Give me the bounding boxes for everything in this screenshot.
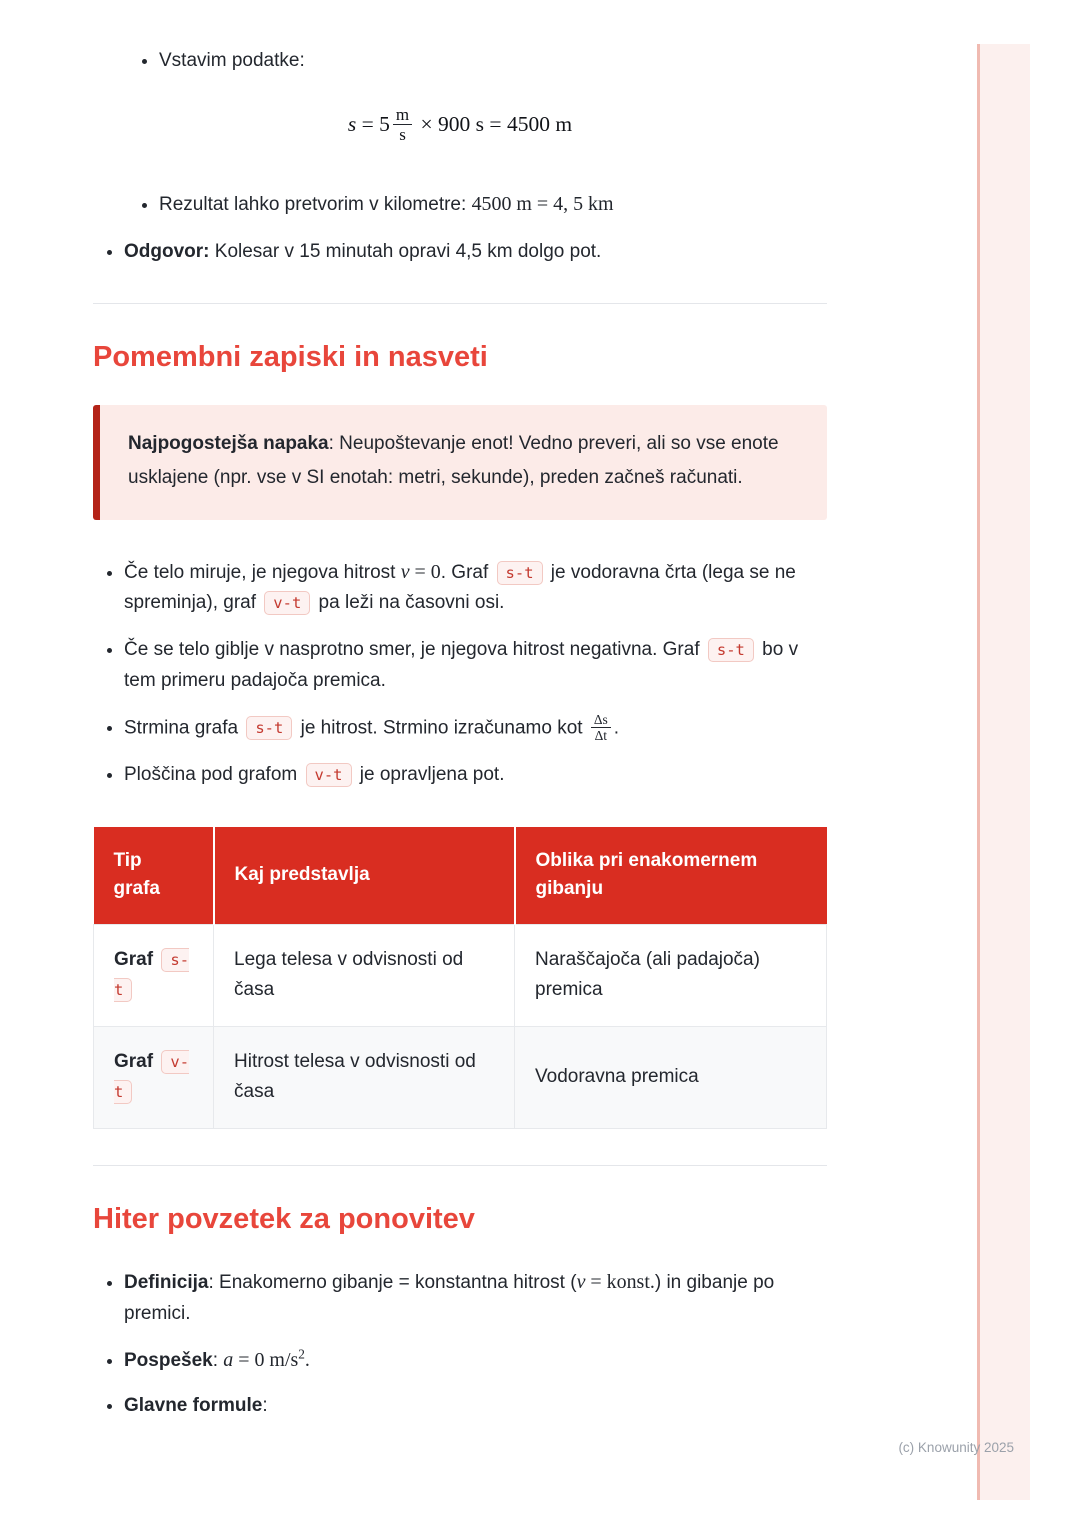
table-header bbox=[94, 827, 827, 925]
common-mistake-callout bbox=[93, 405, 827, 519]
document-content bbox=[93, 0, 827, 1435]
text-segment: bo v tem primeru padajoča premica. bbox=[124, 639, 799, 691]
text-segment: = konst. bbox=[585, 1271, 655, 1294]
text-segment: 2 bbox=[298, 1346, 305, 1362]
cell-represents: Lega telesa v odvisnosti od časa bbox=[214, 924, 515, 1026]
answer-list bbox=[93, 237, 827, 268]
example-step-list bbox=[93, 188, 827, 221]
text-segment: Če telo miruje, je njegova hitrost bbox=[124, 561, 401, 583]
text-segment: ) in gibanje po premici. bbox=[124, 1272, 775, 1325]
table-header-cell: Tip grafa bbox=[94, 827, 214, 925]
inline-code-chip: v-t bbox=[264, 591, 310, 615]
list-item bbox=[124, 556, 827, 620]
text-segment: s bbox=[347, 112, 357, 136]
fraction: $\frac{\Delta s}{\Delta t}$ bbox=[591, 712, 611, 743]
text-segment: Definicija bbox=[124, 1272, 209, 1294]
list-item bbox=[124, 713, 827, 744]
summary-heading: Hiter povzetek za ponovitev bbox=[93, 1202, 475, 1235]
text-segment: Ploščina pod grafom bbox=[124, 763, 303, 785]
example-step-list bbox=[93, 46, 827, 77]
text-segment: je hitrost. Strmino izračunamo kot bbox=[295, 717, 588, 739]
inline-code-chip: v-t bbox=[114, 1050, 189, 1104]
list-item bbox=[124, 635, 827, 697]
text-segment: . bbox=[304, 1348, 310, 1371]
list-item bbox=[124, 1344, 827, 1377]
divider bbox=[93, 303, 827, 304]
page-edge-decoration bbox=[977, 44, 1030, 1500]
text-segment: Graf bbox=[114, 1050, 159, 1072]
text-segment: Strmina grafa bbox=[124, 717, 244, 739]
cell-graph-type bbox=[94, 1026, 214, 1128]
text-segment: = 5 bbox=[356, 112, 390, 136]
text-segment: . Graf bbox=[440, 561, 494, 583]
text-segment: je opravljena pot. bbox=[354, 763, 505, 785]
table-header-cell: Kaj predstavlja bbox=[214, 827, 515, 925]
text-segment: Odgovor: bbox=[124, 240, 210, 262]
inline-code-chip: s-t bbox=[114, 948, 189, 1002]
fraction: $\frac{m}{s}$ bbox=[393, 105, 412, 144]
footer-credit: (c) Knowunity 2025 bbox=[898, 1440, 1014, 1455]
cell-shape: Naraščajoča (ali padajoča) premica bbox=[515, 924, 827, 1026]
list-item bbox=[159, 188, 827, 221]
text-segment: = 0 m/s bbox=[233, 1348, 299, 1371]
text-segment: je vodoravna črta (lega se ne spreminja), graf bbox=[124, 561, 796, 614]
divider bbox=[93, 1165, 827, 1166]
inline-code-chip: s-t bbox=[246, 716, 292, 740]
text-segment: Pospešek bbox=[124, 1349, 213, 1371]
text-segment: Če se telo giblje v nasprotno smer, je njegova hitrost negativna. Graf bbox=[124, 639, 705, 661]
text-segment: : Neupoštevanje enot! Vedno preveri, ali so vse enote usklajene (npr. vse v SI enotah: metri, sekunde), preden začneš računati. bbox=[128, 433, 779, 489]
text-segment: × 900 s = 4500 m bbox=[415, 112, 573, 136]
notes-section bbox=[93, 340, 827, 1128]
text-segment: Graf bbox=[114, 948, 159, 970]
list-item bbox=[124, 1266, 827, 1330]
notes-bullet-list bbox=[93, 556, 827, 791]
table-header-row bbox=[94, 827, 827, 925]
worked-example-section bbox=[93, 46, 827, 267]
text-segment: Kolesar v 15 minutah opravi 4,5 km dolgo pot. bbox=[209, 240, 602, 262]
text-segment: = 0 bbox=[409, 560, 441, 583]
list-item: • Vstavim podatke: bbox=[159, 46, 827, 77]
cell-represents: Hitrost telesa v odvisnosti od časa bbox=[214, 1026, 515, 1128]
cell-shape: Vodoravna premica bbox=[515, 1026, 827, 1128]
table-body bbox=[94, 924, 827, 1128]
table-row bbox=[94, 1026, 827, 1128]
table-row bbox=[94, 924, 827, 1026]
text-segment: : bbox=[262, 1394, 268, 1416]
text-segment: v bbox=[400, 560, 410, 583]
text-segment: Glavne formule bbox=[124, 1394, 263, 1416]
text-segment: . bbox=[613, 717, 620, 739]
text-segment: v bbox=[576, 1271, 586, 1294]
summary-bullet-list bbox=[93, 1266, 827, 1421]
inline-code-chip: v-t bbox=[306, 763, 352, 787]
text-segment: pa leži na časovni osi. bbox=[313, 592, 505, 614]
text-segment: Rezultat lahko pretvorim v kilometre: bbox=[159, 193, 472, 215]
text-segment: 4500 m = 4, 5 km bbox=[471, 192, 614, 215]
text-segment: Najpogostejša napaka bbox=[128, 433, 329, 455]
notes-heading: Pomembni zapiski in nasveti bbox=[93, 341, 488, 374]
text-segment: : Enakomerno gibanje = konstantna hitrost ( bbox=[208, 1272, 577, 1294]
list-item bbox=[124, 760, 827, 791]
answer-item bbox=[124, 237, 827, 268]
inline-code-chip: s-t bbox=[497, 561, 543, 585]
graph-types-table bbox=[93, 827, 827, 1129]
inline-code-chip: s-t bbox=[708, 638, 754, 662]
table-header-cell: Oblika pri enakomernem gibanju bbox=[515, 827, 827, 925]
list-item bbox=[124, 1391, 827, 1422]
text-segment: : bbox=[212, 1349, 224, 1371]
cell-graph-type bbox=[94, 924, 214, 1026]
formula bbox=[93, 104, 827, 146]
summary-section bbox=[93, 1202, 827, 1422]
text-segment: a bbox=[223, 1348, 234, 1371]
